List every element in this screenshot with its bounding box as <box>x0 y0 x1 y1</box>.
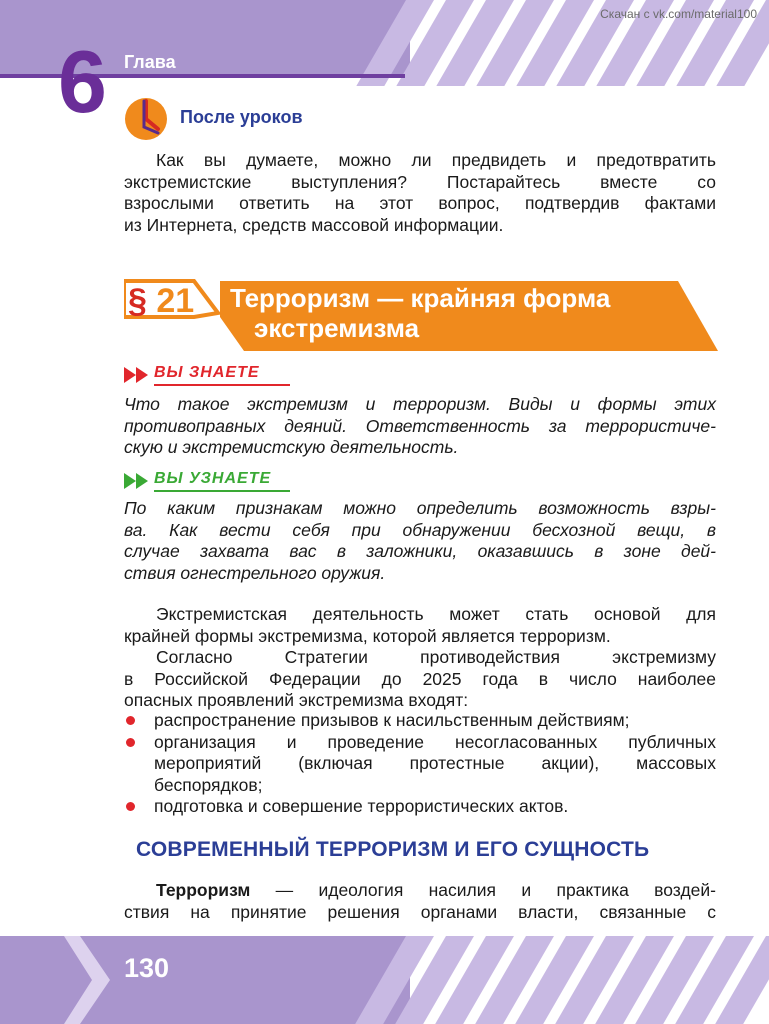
you-learn-label: ВЫ УЗНАЕТЕ <box>154 470 272 487</box>
list-item <box>124 796 716 818</box>
text-line: подготовка и совершение террористических актов. <box>154 796 569 816</box>
section-symbol: § <box>128 282 147 320</box>
definition-paragraph <box>124 880 716 923</box>
text-line: беспорядков; <box>154 774 263 795</box>
text-line: Экстремистская деятельность может стать основой для <box>156 604 716 624</box>
you-learn-heading <box>124 469 290 491</box>
bullet-icon <box>126 738 135 747</box>
page-number: 130 <box>124 953 170 983</box>
list-item <box>124 732 716 797</box>
after-lessons-title: После уроков <box>180 107 303 127</box>
list-item <box>124 710 716 732</box>
body-paragraph <box>124 647 716 712</box>
text-line: случае захвата вас в заложники, оказавшись в зоне дей- <box>124 541 716 561</box>
text-line: из Интернета, средств массовой информации. <box>124 214 504 235</box>
text-line: ва. Как вести себя при обнаружении бесхозной вещи, в <box>124 519 716 540</box>
download-note: Скачан с vk.com/material100 <box>600 7 757 21</box>
footer-band <box>0 936 769 1024</box>
text-line: в Российской Федерации до 2025 года в число наиболее <box>124 668 716 689</box>
text-line: взрослыми ответить на этот вопрос, подтвердив фактами <box>124 193 716 213</box>
section-subheading: СОВРЕМЕННЫЙ ТЕРРОРИЗМ И ЕГО СУЩНОСТЬ <box>136 838 650 861</box>
definition-text: — идеология насилия и практика воздей- <box>250 880 716 900</box>
section-number <box>128 282 194 321</box>
double-arrow-icon <box>124 473 150 489</box>
section-title-line: Терроризм — крайняя форма <box>230 283 611 313</box>
text-line: Согласно Стратегии противодействия экстремизму <box>156 647 716 667</box>
text-line: противоправных деяний. Ответственность за террористиче- <box>124 415 716 436</box>
text-line: ствия огнестрельного оружия. <box>124 562 386 583</box>
you-know-heading <box>124 363 290 385</box>
chapter-number: 6 <box>58 32 107 131</box>
text-line: крайней формы экстремизма, которой является терроризм. <box>124 625 611 646</box>
text-line: экстремистские выступления? Постарайтесь вместе со <box>124 171 716 192</box>
bullet-icon <box>126 802 135 811</box>
you-know-text <box>124 394 716 459</box>
definition-term: Терроризм <box>156 880 251 900</box>
chevron-right-icon <box>64 936 110 1024</box>
text-line: опасных проявлений экстремизма входят: <box>124 690 469 710</box>
chapter-label: Глава <box>124 52 176 72</box>
section-title-line: экстремизма <box>254 313 420 343</box>
text-line: Что такое экстремизм и терроризм. Виды и формы этих <box>124 394 716 414</box>
section-title <box>230 283 610 343</box>
section-number-value: 21 <box>156 282 195 320</box>
text-line: распространение призывов к насильственным действиям; <box>154 710 630 730</box>
you-learn-text <box>124 498 716 584</box>
double-arrow-icon <box>124 367 150 383</box>
bullet-list <box>124 710 716 818</box>
text-line: По каким признакам можно определить возможность взры- <box>124 498 716 518</box>
text-line: ствия на принятие решения органами власти, связанные с <box>124 901 716 922</box>
bullet-icon <box>126 716 135 725</box>
text-line <box>124 880 716 902</box>
you-know-label: ВЫ ЗНАЕТЕ <box>154 364 260 381</box>
text-line: организация и проведение несогласованных публичных <box>154 731 716 752</box>
after-lessons-text <box>124 150 716 236</box>
body-paragraph <box>124 604 716 647</box>
text-line: Как вы думаете, можно ли предвидеть и предотвратить <box>156 150 716 170</box>
text-line: скую и экстремистскую деятельность. <box>124 437 459 457</box>
clock-icon <box>124 97 168 141</box>
text-line: мероприятий (включая протестные акции), массовых <box>154 753 716 773</box>
